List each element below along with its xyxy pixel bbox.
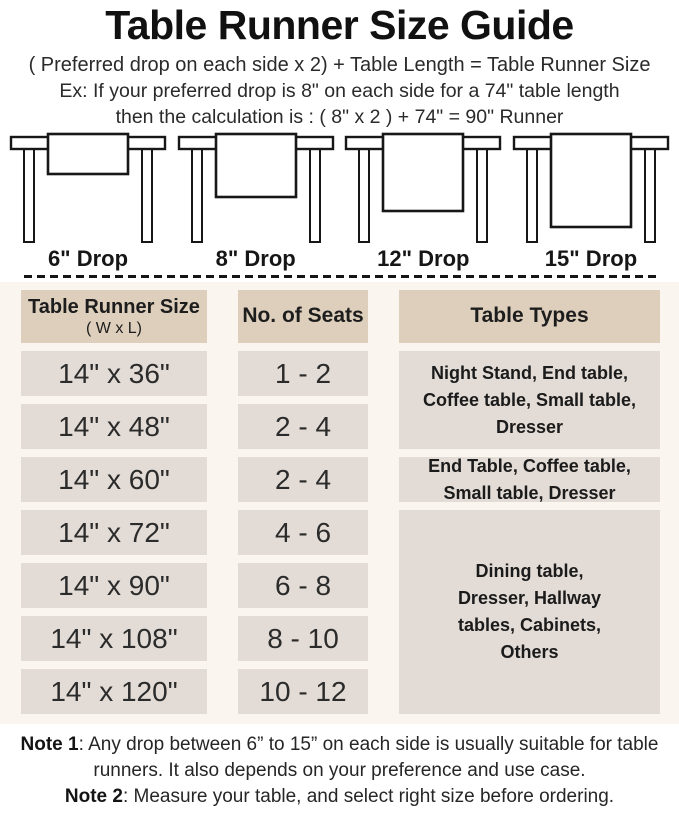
runner-drape — [551, 134, 631, 227]
note-1-text: : Any drop between 6” to 15” on each side is usually suitable for table runners. It also depends on your preference and use case. — [78, 734, 659, 782]
table-illustration-12in-drop — [340, 132, 506, 272]
table-leg-left — [24, 147, 34, 242]
notes-section — [9, 732, 671, 811]
seats-cell: 8 - 10 — [238, 616, 368, 661]
table-types-header: Table Types — [399, 290, 660, 343]
size-guide-page — [0, 2, 679, 811]
size-table — [0, 282, 679, 724]
drop-label: 6" Drop — [47, 246, 129, 271]
drop-label: 12" Drop — [377, 246, 470, 271]
seats-cell: 2 - 4 — [238, 404, 368, 449]
seats-cell: 4 - 6 — [238, 510, 368, 555]
table-leg-right — [310, 147, 320, 242]
runner-size-header-title: Table Runner Size — [28, 295, 200, 318]
table-leg-right — [142, 147, 152, 242]
size-cell: 14" x 72" — [21, 510, 207, 555]
table-runner-drawing — [342, 132, 504, 244]
note-1 — [9, 732, 671, 784]
size-cell: 14" x 36" — [21, 351, 207, 396]
seats-cell: 2 - 4 — [238, 457, 368, 502]
note-2-text: : Measure your table, and select right size before ordering. — [122, 786, 615, 808]
formula-text: ( Preferred drop on each side x 2) + Table Length = Table Runner Size — [28, 54, 651, 76]
table-runner-drawing — [175, 132, 337, 244]
runner-size-header-sub: ( W x L) — [86, 319, 142, 337]
note-2 — [9, 784, 671, 810]
table-leg-right — [477, 147, 487, 242]
table-type-cell: Night Stand, End table, Coffee table, Small table, Dresser — [399, 351, 660, 449]
table-illustration-6in-drop — [5, 132, 171, 272]
runner-size-header — [21, 290, 207, 343]
table-type-cell: End Table, Coffee table, Small table, Dresser — [399, 457, 660, 502]
table-illustration-15in-drop — [508, 132, 674, 272]
drop-illustrations — [0, 132, 679, 272]
size-cell: 14" x 60" — [21, 457, 207, 502]
table-leg-right — [645, 147, 655, 242]
size-cell: 14" x 108" — [21, 616, 207, 661]
table-runner-drawing — [7, 132, 169, 244]
table-illustration-8in-drop — [173, 132, 339, 272]
table-leg-left — [527, 147, 537, 242]
seats-cell: 10 - 12 — [238, 669, 368, 714]
seats-header: No. of Seats — [238, 290, 368, 343]
runner-drape — [48, 134, 128, 174]
dashed-divider — [24, 275, 657, 278]
size-cell: 14" x 120" — [21, 669, 207, 714]
size-cell: 14" x 48" — [21, 404, 207, 449]
table-type-cell: Dining table, Dresser, Hallway tables, Cabinets, Others — [399, 510, 660, 714]
runner-drape — [216, 134, 296, 197]
drop-label: 8" Drop — [215, 246, 296, 271]
table-leg-left — [359, 147, 369, 242]
example-line-2: then the calculation is : ( 8" x 2 ) + 74" = 90" Runner — [115, 106, 564, 128]
note-1-label: Note 1 — [20, 734, 79, 755]
example-line-1: Ex: If your preferred drop is 8" on each side for a 74" table length — [59, 80, 620, 102]
table-runner-drawing — [510, 132, 672, 244]
seats-cell: 6 - 8 — [238, 563, 368, 608]
drop-label: 15" Drop — [544, 246, 638, 271]
runner-drape — [383, 134, 463, 211]
seats-cell: 1 - 2 — [238, 351, 368, 396]
note-2-label: Note 2 — [64, 786, 123, 808]
size-cell: 14" x 90" — [21, 563, 207, 608]
table-leg-left — [192, 147, 202, 242]
page-title: Table Runner Size Guide — [105, 2, 574, 48]
